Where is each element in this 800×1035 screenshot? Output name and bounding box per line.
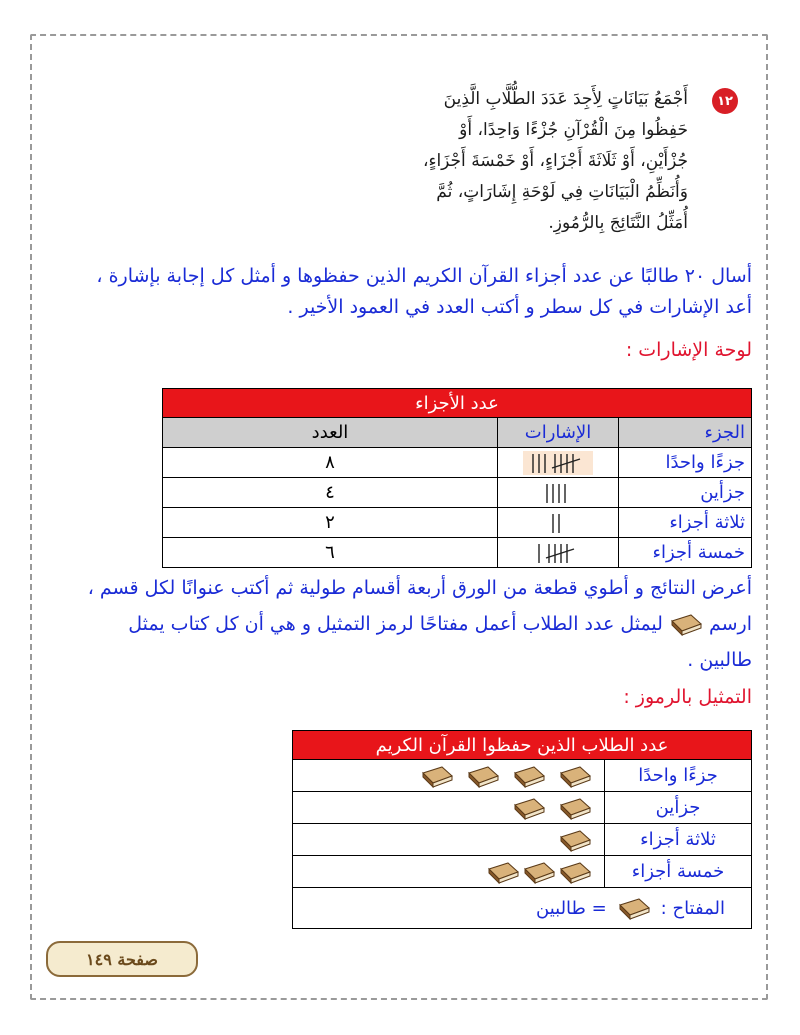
book-icon bbox=[558, 796, 592, 820]
tally-table-title: عدد الأجزاء bbox=[163, 389, 752, 418]
pictograph-table bbox=[292, 730, 752, 929]
problem-number-badge: ١٢ bbox=[712, 88, 738, 114]
row-books bbox=[293, 824, 605, 856]
tally-marks bbox=[543, 481, 573, 505]
book-icon bbox=[420, 764, 454, 788]
instruction-line: طالبين . bbox=[687, 649, 752, 671]
pictograph-title: التمثيل بالرموز : bbox=[623, 686, 752, 708]
instructions-paragraph bbox=[52, 261, 752, 323]
instruction-line: أعد الإشارات في كل سطر و أكتب العدد في العمود الأخير . bbox=[287, 296, 752, 318]
book-icon bbox=[558, 828, 592, 852]
tally-marks-cell bbox=[498, 508, 619, 538]
table-row bbox=[163, 448, 752, 478]
table-row bbox=[293, 888, 752, 929]
book-icon bbox=[486, 860, 520, 884]
table-row bbox=[293, 792, 752, 824]
table-row bbox=[293, 856, 752, 888]
tally-marks bbox=[523, 451, 593, 475]
row-label: خمسة أجزاء bbox=[619, 538, 752, 568]
row-books bbox=[293, 792, 605, 824]
table-row bbox=[163, 478, 752, 508]
tally-marks-cell bbox=[498, 448, 619, 478]
instructions-paragraph-2 bbox=[40, 570, 752, 678]
book-icon bbox=[466, 764, 500, 788]
instruction-draw-word: ارسم bbox=[708, 613, 752, 635]
problem-line: جُزْأَيْنِ، أَوْ ثَلَاثَةَ أَجْزَاءٍ، أَوْ خَمْسَةَ أَجْزَاءٍ، bbox=[422, 151, 688, 171]
row-label: ثلاثة أجزاء bbox=[619, 508, 752, 538]
pictograph-key bbox=[293, 888, 752, 929]
book-icon bbox=[669, 612, 703, 636]
table-row bbox=[163, 538, 752, 568]
book-icon bbox=[617, 896, 651, 920]
table-row bbox=[293, 824, 752, 856]
book-icon bbox=[522, 860, 556, 884]
problem-line: حَفِظُوا مِنَ الْقُرْآنِ جُزْءًا وَاحِدًا، أَوْ bbox=[459, 120, 688, 140]
row-count: ٨ bbox=[163, 448, 498, 478]
problem-line: أَجْمَعُ بَيَانَاتٍ لِأَجِدَ عَدَدَ الطُّلَّابِ الَّذِينَ bbox=[443, 89, 688, 109]
column-header-marks: الإشارات bbox=[498, 418, 619, 448]
key-label: المفتاح : bbox=[660, 897, 725, 919]
row-books bbox=[293, 760, 605, 792]
tally-marks-graphic bbox=[535, 541, 581, 565]
column-header-part: الجزء bbox=[619, 418, 752, 448]
row-label: جزءًا واحدًا bbox=[619, 448, 752, 478]
book-icon bbox=[558, 764, 592, 788]
row-label: ثلاثة أجزاء bbox=[605, 824, 752, 856]
tally-marks-graphic bbox=[529, 451, 587, 475]
book-icon bbox=[512, 764, 546, 788]
table-row bbox=[293, 760, 752, 792]
row-count: ٤ bbox=[163, 478, 498, 508]
problem-text bbox=[328, 84, 688, 239]
tally-marks-graphic bbox=[549, 511, 567, 535]
problem-line: وَأُنَظِّمُ الْبَيَانَاتِ فِي لَوْحَةِ إِشَارَاتٍ، ثُمَّ bbox=[436, 182, 688, 202]
book-icon bbox=[512, 796, 546, 820]
table-row bbox=[163, 508, 752, 538]
row-count: ٢ bbox=[163, 508, 498, 538]
book-icon bbox=[669, 612, 703, 636]
pictograph-table-title: عدد الطلاب الذين حفظوا القرآن الكريم bbox=[293, 731, 752, 760]
tally-marks-graphic bbox=[543, 481, 573, 505]
tally-marks-cell bbox=[498, 478, 619, 508]
tally-table bbox=[162, 388, 752, 568]
instruction-line: أسال ٢٠ طالبًا عن عدد أجزاء القرآن الكريم الذين حفظوها و أمثل كل إجابة بإشارة ، bbox=[96, 265, 752, 287]
tally-marks bbox=[535, 541, 581, 565]
row-label: جزأين bbox=[605, 792, 752, 824]
instruction-line: أعرض النتائج و أطوي قطعة من الورق أربعة أقسام طولية ثم أكتب عنوانًا لكل قسم ، bbox=[87, 577, 752, 599]
row-label: خمسة أجزاء bbox=[605, 856, 752, 888]
tally-marks bbox=[549, 511, 567, 535]
row-count: ٦ bbox=[163, 538, 498, 568]
problem-line: أُمَثِّلُ النَّتَائِجَ بِالرُّمُوزِ. bbox=[548, 213, 688, 233]
row-books bbox=[293, 856, 605, 888]
column-header-count: العدد bbox=[163, 418, 498, 448]
page-number-label: صفحة ١٤٩ bbox=[46, 941, 198, 977]
instruction-line bbox=[40, 606, 752, 642]
tally-chart-title: لوحة الإشارات : bbox=[625, 339, 752, 361]
book-icon bbox=[558, 860, 592, 884]
row-label: جزأين bbox=[619, 478, 752, 508]
book-icon bbox=[617, 896, 651, 920]
tally-marks-cell bbox=[498, 538, 619, 568]
instruction-text: ليمثل عدد الطلاب أعمل مفتاحًا لرمز التمثيل و هي أن كل كتاب يمثل bbox=[128, 613, 663, 635]
key-value: = طالبين bbox=[536, 897, 607, 919]
row-label: جزءًا واحدًا bbox=[605, 760, 752, 792]
